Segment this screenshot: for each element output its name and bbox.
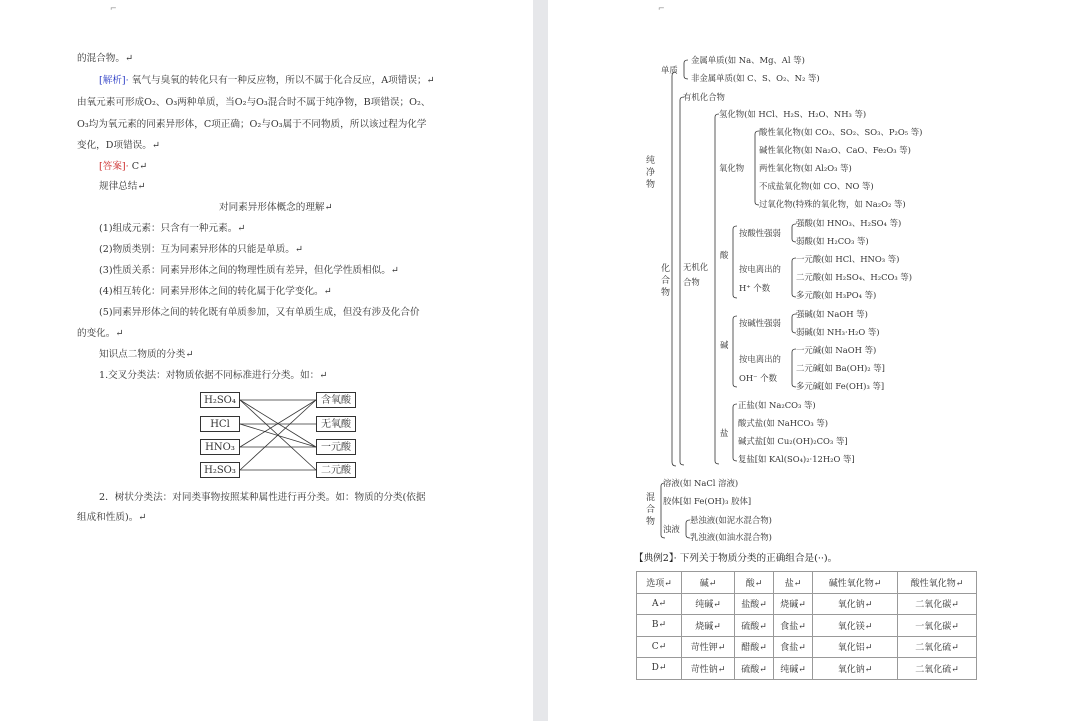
acid-ion-label-2: H⁺ 个数 [739,283,771,293]
mixture-label-1: 混 [646,493,656,503]
cell: 烧碱↵ [774,593,813,615]
salt-label: 盐 [720,428,729,438]
page-corner-mark: ⌐ [110,4,117,13]
cell: D↵ [637,658,682,680]
text-line: (1)组成元素：只含有一种元素。↵ [99,223,246,234]
inorganic-label-1: 无机化 [683,262,709,272]
emulsion-item: 乳浊液(如油水混合物) [690,532,772,542]
solution-item: 溶液(如 NaCl 溶液) [663,478,739,488]
peroxide-item: 过氧化物(特殊的氧化物，如 Na₂O₂ 等) [759,199,906,209]
double-salt-item: 复盐[如 KAl(SO₄)₂·12H₂O 等] [738,454,855,464]
base-strength-label: 按碱性强弱 [739,318,781,328]
page-gutter [533,0,548,721]
mixture-label-2: 合 [646,505,656,515]
text-line: 2．树状分类法：对同类事物按照某种属性进行再分类。如：物质的分类(依据 [99,492,426,503]
neutral-oxide-item: 不成盐氧化物(如 CO、NO 等) [759,181,874,191]
acid-ion-label-1: 按电离出的 [739,264,781,274]
text-line: (2)物质类别：互为同素异形体的只能是单质。↵ [99,244,303,255]
compound-label-3: 物 [661,288,671,298]
header-cell: 盐↵ [774,572,813,594]
basic-oxide-item: 碱性氧化物(如 Na₂O、CaO、Fe₂O₃ 等) [759,145,911,155]
cell: 苛性钾↵ [682,636,735,658]
left-page [0,0,533,721]
basic-salt-item: 碱式盐[如 Cu₂(OH)₂CO₃ 等] [738,436,848,446]
strong-acid-item: 强酸(如 HNO₃、H₂SO₄ 等) [796,218,902,228]
acid-salt-item: 酸式盐(如 NaHCO₃ 等) [738,418,828,428]
cell: 氧化铝↵ [813,636,898,658]
table-row [637,615,977,637]
text-line: 1.交叉分类法：对物质依据不同标准进行分类。如：↵ [99,370,328,381]
cell: C↵ [637,636,682,658]
poly-acid-item: 多元酸(如 H₃PO₄ 等) [796,290,877,300]
poly-base-item: 多元碱[如 Fe(OH)₃ 等] [796,381,885,391]
cell: 纯碱↵ [682,593,735,615]
cross-item-hcl: HCl [200,416,240,432]
oxide-label: 氧化物 [719,163,745,173]
normal-salt-item: 正盐(如 Na₂CO₃ 等) [738,400,816,410]
amphoteric-oxide-item: 两性氧化物(如 Al₂O₃ 等) [759,163,852,173]
text-line: (5)同素异形体之间的转化既有单质参加，又有单质生成，但没有涉及化合价 [99,307,420,318]
text-line: O₃均为氧元素的同素异形体，C项正确；O₂与O₃属于不同物质，所以该过程为化学 [77,119,427,130]
section-heading: 知识点二物质的分类↵ [99,349,194,360]
pure-label-1: 纯 [646,156,656,166]
base-label: 碱 [720,340,729,350]
metal-item: 金属单质(如 Na、Mg、Al 等) [691,55,805,65]
base-ion-label-2: OH⁻ 个数 [739,373,778,383]
weak-acid-item: 弱酸(如 H₂CO₃ 等) [796,236,869,246]
cell: 一氧化碳↵ [898,615,977,637]
cell: 苛性钠↵ [682,658,735,680]
cell: 食盐↵ [774,636,813,658]
cell: 盐酸↵ [735,593,774,615]
cross-item-h2so4: H₂SO₄ [200,392,240,408]
text-line: (3)性质关系：同素异形体之间的物理性质有差异，但化学性质相似。↵ [99,265,399,276]
cell: 氧化钠↵ [813,593,898,615]
pure-bracket [672,72,676,466]
base-ion-label-1: 按电离出的 [739,354,781,364]
cross-lines [0,0,533,721]
text-line: 变化，D项错误。↵ [77,140,160,151]
text-line: 氧气与臭氧的转化只有一种反应物，所以不属于化合反应，A项错误；↵ [131,75,435,86]
header-cell: 酸性氧化物↵ [898,572,977,594]
elemental-bracket [684,60,688,79]
pure-label-2: 净 [646,168,656,178]
section-label: 规律总结↵ [99,181,146,192]
table-header-row [637,572,977,594]
header-cell: 酸↵ [735,572,774,594]
header-cell: 碱↵ [682,572,735,594]
cell: 纯碱↵ [774,658,813,680]
elemental-label: 单质 [661,65,678,75]
right-page [548,0,1080,721]
table-row [637,658,977,680]
cell: B↵ [637,615,682,637]
suspension-item: 悬浊液(如泥水混合物) [690,515,772,525]
analysis-tag: [解析]· [99,75,129,86]
cell: A↵ [637,593,682,615]
strong-base-item: 强碱(如 NaOH 等) [796,309,868,319]
summary-title: 对同素异形体概念的理解↵ [219,202,333,213]
example-table [636,571,977,680]
weak-base-item: 弱碱(如 NH₃·H₂O 等) [796,327,880,337]
salt-bracket [733,404,737,461]
table-row [637,636,977,658]
mixture-label-3: 物 [646,517,656,527]
base-bracket [733,316,737,387]
cell: 食盐↵ [774,615,813,637]
compound-label-2: 合 [661,276,671,286]
di-acid-item: 二元酸(如 H₂SO₄、H₂CO₃ 等) [796,272,913,282]
text-line: 的混合物。↵ [77,53,134,64]
pure-label-3: 物 [646,180,656,190]
cross-cat-monoacid: 一元酸 [316,439,356,455]
nonmetal-item: 非金属单质(如 C、S、O₂、N₂ 等) [691,73,820,83]
compound-label-1: 化 [661,264,671,274]
example-title: 【典例2】· 下列关于物质分类的正确组合是(··)。 [634,553,838,564]
text-line: (4)相互转化：同素异形体之间的转化属于化学变化。↵ [99,286,332,297]
organic-item: 有机化合物 [683,92,725,102]
text-line: 组成和性质)。↵ [77,512,147,523]
turbid-label: 浊液 [663,524,680,534]
colloid-item: 胶体[如 Fe(OH)₃ 胶体] [663,496,752,506]
cell: 烧碱↵ [682,615,735,637]
cell: 硫酸↵ [735,615,774,637]
acid-label: 酸 [720,250,729,260]
cell: 二氧化碳↵ [898,593,977,615]
acid-bracket [733,226,737,298]
page-corner-mark: ⌐ [658,4,665,13]
answer-tag: [答案]· [99,161,129,172]
cell: 硫酸↵ [735,658,774,680]
text-line: 的变化。↵ [77,328,124,339]
acidic-oxide-item: 酸性氧化物(如 CO₂、SO₂、SO₃、P₂O₅ 等) [759,127,923,137]
table-row [637,593,977,615]
cell: 二氧化硫↵ [898,636,977,658]
mono-base-item: 一元碱(如 NaOH 等) [796,345,877,355]
header-cell: 碱性氧化物↵ [813,572,898,594]
cross-item-hno3: HNO₃ [200,439,240,455]
cell: 二氧化硫↵ [898,658,977,680]
inorganic-label-2: 合物 [683,277,700,287]
cell: 醋酸↵ [735,636,774,658]
cross-cat-oxyacid: 含氧酸 [316,392,356,408]
acid-strength-label: 按酸性强弱 [739,228,781,238]
header-cell: 选项↵ [637,572,682,594]
cross-item-h2so3: H₂SO₃ [200,462,240,478]
hydride-item: 氢化物(如 HCl、H₂S、H₂O、NH₃ 等) [719,109,867,119]
cross-cat-diacid: 二元酸 [316,462,356,478]
cell: 氧化钠↵ [813,658,898,680]
answer-value: C↵ [131,161,148,172]
cell: 氧化镁↵ [813,615,898,637]
cross-cat-anoxyacid: 无氧酸 [316,416,356,432]
mono-acid-item: 一元酸(如 HCl、HNO₃ 等) [796,254,900,264]
text-line: 由氧元素可形成O₂、O₃两种单质，当O₂与O₃混合时不属于纯净物，B项错误；O₂、 [77,97,431,108]
di-base-item: 二元碱[如 Ba(OH)₂ 等] [796,363,885,373]
